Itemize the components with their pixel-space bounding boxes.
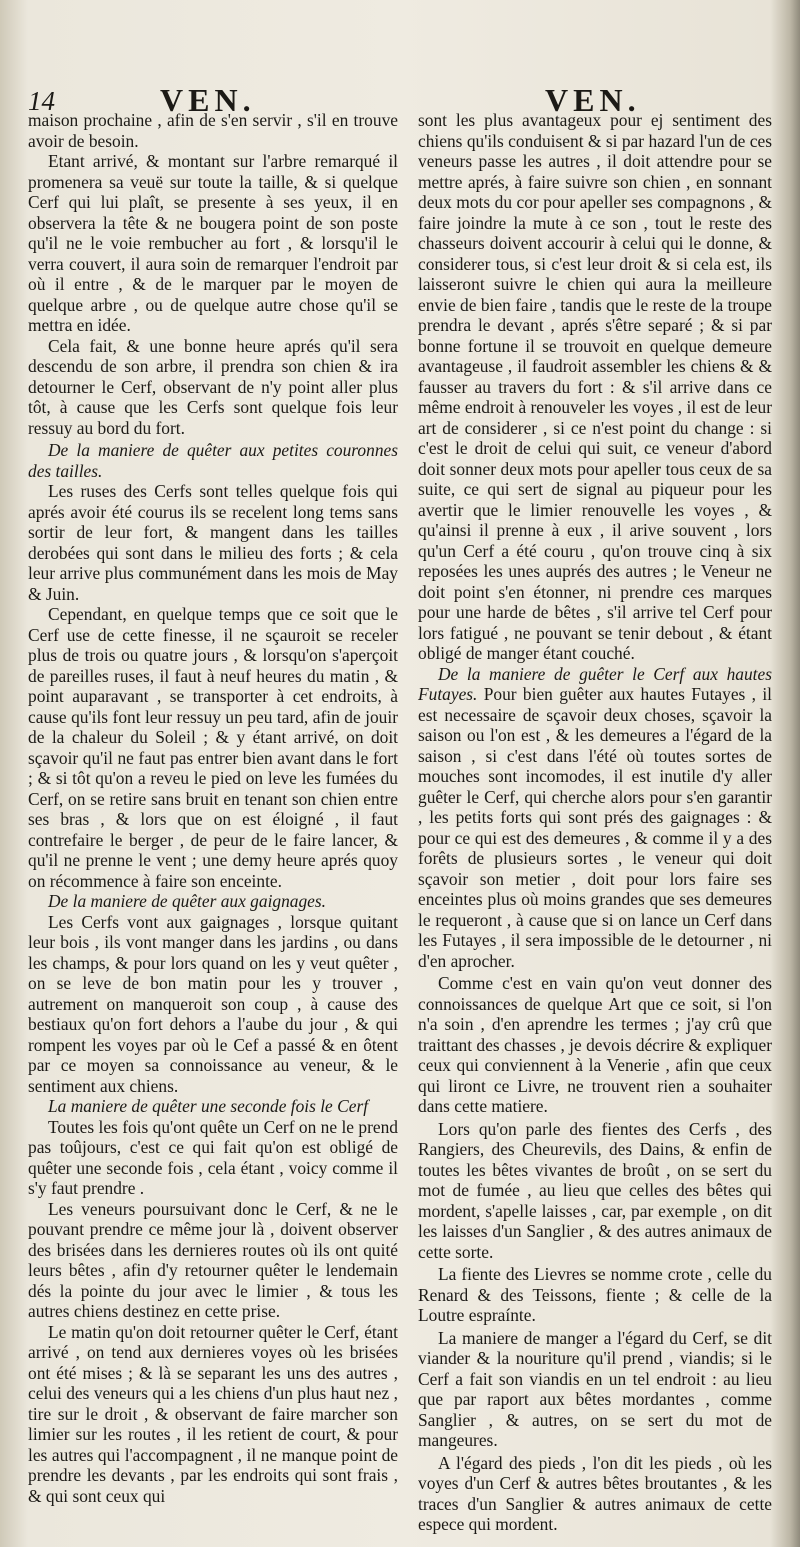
paragraph-with-heading <box>418 664 772 972</box>
paragraph: Cependant, en quelque temps que ce soit que le Cerf use de cette finesse, il ne sçauroit se receler plus de trois ou quatre jours , & lorsqu'on s'aperçoit de pareilles ruses, il faut à neuf heures du matin , & point auparavant , se transporter à cet endroits, à cause qu'ils font leur ressuy un peu tard, afin de jouir de la chaleur du Soleil ; & y étant arrivé, on doit sçavoir qu'il ne faut pas entrer bien avant dans le fort ; & si tôt qu'on a reveu le pied on leve les fumées du Cerf, on se retire sans bruit en tenant son chien entre ses bras , & lors que on est éloigné , il faut contrefaire le berger , de peur de le faire lancer, & qu'il ne prenne le vent ; une demy heure aprés quoy on récommence à faire son enceinte. <box>28 604 398 891</box>
section-heading: La maniere de quêter une seconde fois le Cerf <box>48 1096 369 1116</box>
paragraph: A l'égard des pieds , l'on dit les pieds , où les voyes d'un Cerf & autres bêtes broutantes , & les traces d'un Sanglier & autres animaux de cette espece qui mordent. <box>418 1452 772 1534</box>
paragraph: Les ruses des Cerfs sont telles quelque fois qui aprés avoir été courus ils se recelent long tems sans sortir de leur fort, & mangent dans les tailles derobées qui sont dans le milieu des forts ; & cela leur arrive plus communément dans les mois de May & Juin. <box>28 481 398 604</box>
paragraph: sont les plus avantageux pour ej sentiment des chiens qu'ils conduisent & si par hazard l'un de ces veneurs passe les autres , il doit attendre pour se mettre aprés, à faire suivre son chien , en sonnant deux mots du cor pour apeller ses compagnons , & faire joindre la mute à ce son , tout le reste des chasseurs doivent accourir à celui qui le donne, & considerer tous, si c'est leur droit & si cela est, ils laisseront suivre le chien qui aura la meilleure envie de bien faire , tandis que le reste de la troupe prendra le devant , aprés s'être separé ; & si par bonne fortune il se trouvoit en quelque demeure avantageuse , il faudroit assembler les chiens & & fausser au travers du fort : & s'il arrive dans ce même endroit à renouveler les voyes , il est de leur art de considerer , si ce n'est point du change : si c'est le droit de celui qui suit, ce veneur d'abord doit sonner deux mots pour apeller tous ceux de sa suite, ce qui sert de signal au piqueur pour les avertir que le limier renouvelle les voyes , & qu'ainsi il prenne à eux , il arive souvent , lors qu'un Cerf a été couru , qu'on trouve cinq à six reposées les unes auprés des autres ; le Veneur ne doit point s'en étonner, ni prendre ces marques pour une harde de bêtes , s'il arrive tel Cerf pour lors fatigué , ne pouvant se tenir debout , & étant obligé de manger étant couché. <box>418 110 772 663</box>
paragraph: Les veneurs poursuivant donc le Cerf, & ne le pouvant prendre ce même jour là , doivent observer des brisées dans les dernieres routes où ils ont quité leurs bêtes , afin d'y retourner quêter le lendemain dés la pointe du jour avec le limier , & tous les autres chiens destinez en cette prise. <box>28 1198 398 1321</box>
left-column <box>28 110 398 1506</box>
page-number: 14 <box>28 86 55 116</box>
running-head-right: VEN. <box>545 82 641 118</box>
section-heading: De la maniere de guêter le Cerf aux hautes Futayes. <box>418 663 772 704</box>
paragraph: Toutes les fois qu'ont quête un Cerf on ne le prend pas toûjours, c'est ce qui fait qu'on est obligé de quêter une seconde fois , cela étant , voicy comme il s'y faut prendre . <box>28 1116 398 1198</box>
right-column <box>418 110 772 1535</box>
paragraph: La maniere de manger a l'égard du Cerf, se dit viander & la nouriture qu'il prend , viandis; si le Cerf a fait son viandis en un tel endroit : au lieu que par raport aux bêtes mordantes , comme Sanglier , & autres, on se sert du mot de mangeures. <box>418 1327 772 1450</box>
paragraph: Cela fait, & une bonne heure aprés qu'il sera descendu de son arbre, il prendra son chien & ira detourner le Cerf, observant de n'y point aller plus tôt, à cause que les Cerfs sont quelque fois leur ressuy au bord du fort. <box>28 335 398 438</box>
running-head-left: VEN. <box>160 82 256 118</box>
paragraph: Les Cerfs vont aux gaignages , lorsque quitant leur bois , ils vont manger dans les jardins , ou dans les champs, & pour lors quand on les y veut quêter , on se leve de bon matin pour les y trouver , autrement on manqueroit son coup , à cause des bestiaux qu'on fort dehors a l'aube du jour , & qui rompent les voyes par où le Cef a passé & en ôtent par ce moyen sa connoissance au veneur, & le sentiment aux chiens. <box>28 911 398 1096</box>
paragraph: maison prochaine , afin de s'en servir , s'il en trouve avoir de besoin. <box>28 110 398 151</box>
section-heading: De la maniere de quêter aux petites couronnes des tailles. <box>28 440 398 481</box>
paragraph: Comme c'est en vain qu'on veut donner des connoissances de quelque Art que ce soit, si l'on n'a soin , d'en aprendre les termes ; j'ay crû que traittant des chasses , je devois décrire & expliquer ceux qui conviennent à la Venerie , afin que ceux qui liront ce Livre, ne trouvent rien a souhaiter dans cette matiere. <box>418 973 772 1116</box>
paragraph: La fiente des Lievres se nomme crote , celle du Renard & des Teissons, fiente ; & celle de la Loutre espraínte. <box>418 1264 772 1325</box>
paragraph-text: Pour bien guêter aux hautes Futayes , il est necessaire de sçavoir deux choses, sçavoir la saison ou l'on est , & les demeures a l'égard de la saison , si c'est dans l'été où toutes sortes de mouches sont incomodes, il est inutile d'y aller guêter le Cerf, qui cherche alors pour s'en garantir , les petits forts qui sont prés des gaignages : & pour ce qui est des demeures , & comme il y a des forêts de plusieurs sortes , le veneur qui doit sçavoir son metier , doit pour lors faire ses enceintes plus où moins grandes que ses demeures le requeront , à cause que si on lance un Cerf dans les Futayes , il sera impossible de le detourner , ni d'en aprocher. <box>418 684 772 971</box>
paragraph: Etant arrivé, & montant sur l'arbre remarqué il promenera sa veuë sur toute la taille, & si quelque Cerf qui lui plaît, se presente à ses yeux, il en observera la tête & ne bougera point de son poste qu'il ne le voie rembucher au fort , & lorsqu'il le verra couvert, il aura soin de remarquer l'endroit par où il entre , & de le marquer par le moyen de quelque arbre , ou de quelque autre chose qu'il se mettra en idée. <box>28 151 398 335</box>
section-heading: De la maniere de quêter aux gaignages. <box>48 891 327 911</box>
paragraph: Lors qu'on parle des fientes des Cerfs , des Rangiers, des Cheurevils, des Dains, & enfin de toutes les bêtes vivantes de broût , on se sert du mot de fumée , au lieu que celles des bêtes qui mordent, s'apelle laisses , car, par exemple , on dit les laisses d'un Sanglier , & des autres animaux de cette sorte. <box>418 1118 772 1262</box>
paragraph: Le matin qu'on doit retourner quêter le Cerf, étant arrivé , on tend aux dernieres voyes où les brisées ont été mises ; & là se separant les uns des autres , celui des veneurs qui a les chiens d'un plus haut nez , tire sur le droit , & observant de faire marcher son limier sur les routes , il les retient de court, & pour les autres qui l'accompagnent , il ne manque point de prendre les devants , par les endroits qui sont frais , & qui sont ceux qui <box>28 1321 398 1506</box>
